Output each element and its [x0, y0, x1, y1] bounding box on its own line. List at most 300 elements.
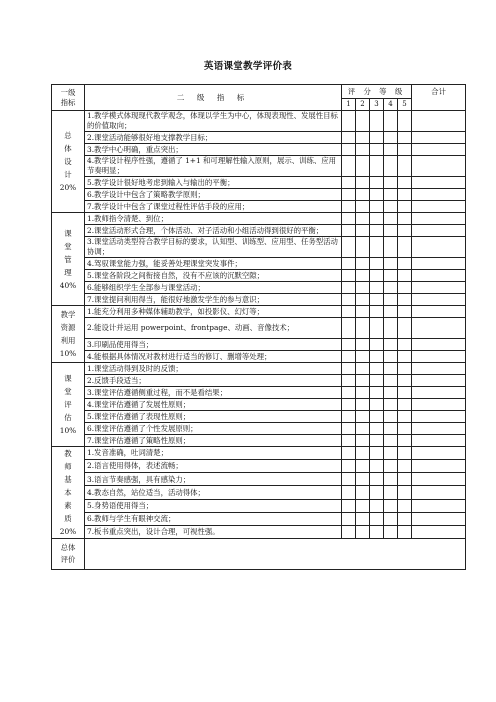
section-label-line: 20% [59, 527, 77, 536]
indicator-item: 1.发音准确，吐词清楚； [85, 447, 342, 460]
score-cell[interactable] [370, 177, 384, 189]
total-cell[interactable] [412, 339, 466, 351]
score-cell[interactable] [356, 318, 370, 339]
header-level1-line: 一级 [60, 87, 76, 97]
table-row [52, 258, 466, 270]
table-row [52, 363, 466, 375]
score-cell[interactable] [370, 237, 384, 258]
total-cell[interactable] [412, 447, 466, 460]
score-cell[interactable] [398, 213, 412, 225]
score-cell[interactable] [370, 499, 384, 512]
score-cell[interactable] [398, 375, 412, 387]
total-cell[interactable] [412, 486, 466, 499]
score-cell[interactable] [384, 201, 398, 213]
table-row [52, 460, 466, 473]
indicator-item: 1.课堂活动得到及时的反馈； [85, 363, 342, 375]
score-cell[interactable] [384, 351, 398, 363]
section-label-line: 堂 [64, 241, 72, 251]
table-row [52, 177, 466, 189]
indicator-item: 3.印刷品使用得当； [85, 339, 342, 351]
indicator-item: 4.教学设计程序性强，遵循了 1+1 和可理解性输入原则，展示、训练、应用节奏明显； [85, 156, 342, 177]
score-cell[interactable] [356, 525, 370, 538]
total-cell[interactable] [412, 318, 466, 339]
section-label-line: 40% [59, 280, 77, 290]
table-row [52, 499, 466, 512]
score-cell[interactable] [384, 512, 398, 525]
score-cell[interactable] [356, 447, 370, 460]
summary-label [52, 539, 85, 570]
table-row [52, 525, 466, 538]
total-cell[interactable] [412, 270, 466, 282]
section-label-line: 总 [64, 131, 72, 140]
score-cell[interactable] [370, 411, 384, 423]
indicator-item: 6.教师与学生有眼神交流； [85, 512, 342, 525]
score-cell[interactable] [398, 177, 412, 189]
score-cell[interactable] [356, 156, 370, 177]
score-cell[interactable] [342, 525, 356, 538]
section-label-line: 资源 [60, 323, 76, 332]
section-label [52, 213, 85, 306]
score-cell[interactable] [398, 189, 412, 201]
section-label [52, 447, 85, 539]
score-cell[interactable] [370, 486, 384, 499]
score-cell[interactable] [384, 411, 398, 423]
score-cell[interactable] [384, 132, 398, 144]
score-cell[interactable] [370, 294, 384, 306]
score-cell[interactable] [342, 351, 356, 363]
indicator-item: 7.课堂提问利用得当，能很好地激发学生的参与意识； [85, 294, 342, 306]
score-cell[interactable] [356, 189, 370, 201]
section-label-line: 素 [64, 501, 72, 510]
score-cell[interactable] [342, 306, 356, 318]
score-cell[interactable] [384, 486, 398, 499]
indicator-item: 2.反馈手段适当； [85, 375, 342, 387]
score-cell[interactable] [342, 225, 356, 237]
evaluation-table [51, 84, 466, 570]
score-cell[interactable] [342, 144, 356, 156]
table-row [52, 306, 466, 318]
header-level1 [52, 85, 85, 111]
score-cell[interactable] [342, 512, 356, 525]
section-label-line: 质 [64, 514, 72, 523]
score-cell[interactable] [342, 423, 356, 435]
table-row [52, 375, 466, 387]
summary-label-line: 总体 [60, 543, 76, 552]
score-cell[interactable] [356, 499, 370, 512]
score-cell[interactable] [342, 318, 356, 339]
table-row [52, 294, 466, 306]
indicator-item: 6.课堂评估遵循了个性发展原则； [85, 423, 342, 435]
score-cell[interactable] [384, 294, 398, 306]
score-cell[interactable] [370, 525, 384, 538]
indicator-item: 2.能设计并运用 powerpoint、frontpage、动画、音像技术； [85, 318, 342, 339]
score-cell[interactable] [342, 387, 356, 399]
table-row [52, 339, 466, 351]
total-cell[interactable] [412, 177, 466, 189]
score-cell[interactable] [342, 132, 356, 144]
total-cell[interactable] [412, 460, 466, 473]
score-cell[interactable] [356, 258, 370, 270]
section-label-line: 利用 [60, 336, 76, 345]
total-cell[interactable] [412, 363, 466, 375]
score-cell[interactable] [342, 486, 356, 499]
table-row [52, 111, 466, 132]
total-cell[interactable] [412, 351, 466, 363]
score-cell[interactable] [342, 213, 356, 225]
section-label-line: 理 [64, 267, 72, 277]
score-cell[interactable] [398, 201, 412, 213]
score-cell[interactable] [384, 156, 398, 177]
score-cell[interactable] [398, 351, 412, 363]
indicator-item: 7.教学设计中包含了课堂过程性评估手段的应用； [85, 201, 342, 213]
indicator-item: 1.教师指令清楚、到位； [85, 213, 342, 225]
page-title: 英语课堂教学评价表 [203, 61, 293, 72]
score-cell[interactable] [342, 375, 356, 387]
score-cell[interactable] [342, 473, 356, 486]
score-cell[interactable] [398, 423, 412, 435]
indicator-item: 4.驾驭课堂能力强，能妥善处理课堂突发事件； [85, 258, 342, 270]
indicator-item: 5.课堂评估遵循了表现性原则； [85, 411, 342, 423]
total-cell[interactable] [412, 189, 466, 201]
score-cell[interactable] [370, 473, 384, 486]
score-cell[interactable] [356, 339, 370, 351]
score-cell[interactable] [370, 225, 384, 237]
section-label-line: 基 [64, 475, 72, 484]
score-cell[interactable] [370, 435, 384, 447]
total-cell[interactable] [412, 473, 466, 486]
score-cell[interactable] [356, 363, 370, 375]
score-cell[interactable] [370, 423, 384, 435]
indicator-item: 5.课堂各阶段之间衔接自然，没有不应该的沉默空隙； [85, 270, 342, 282]
score-cell[interactable] [398, 512, 412, 525]
score-cell[interactable] [370, 351, 384, 363]
score-cell[interactable] [384, 225, 398, 237]
score-cell[interactable] [398, 499, 412, 512]
score-cell[interactable] [370, 318, 384, 339]
score-cell[interactable] [370, 512, 384, 525]
indicator-item: 5.身势语使用得当； [85, 499, 342, 512]
score-number: 5 [398, 99, 412, 111]
section-label-line: 课 [64, 374, 72, 383]
table-row [52, 270, 466, 282]
score-cell[interactable] [356, 351, 370, 363]
section-label [52, 363, 85, 447]
summary-label-line: 评价 [60, 555, 76, 564]
indicator-item: 3.教学中心明确，重点突出； [85, 144, 342, 156]
score-cell[interactable] [356, 473, 370, 486]
score-cell[interactable] [398, 486, 412, 499]
score-cell[interactable] [398, 399, 412, 411]
score-number: 1 [342, 99, 356, 111]
score-cell[interactable] [398, 237, 412, 258]
indicator-item: 6.教学设计中包含了策略教学原则； [85, 189, 342, 201]
score-cell[interactable] [370, 375, 384, 387]
indicator-item: 3.课堂评估遵循侧重过程，而不是看结果； [85, 387, 342, 399]
score-cell[interactable] [356, 201, 370, 213]
score-cell[interactable] [356, 111, 370, 132]
score-cell[interactable] [370, 258, 384, 270]
header-level2: 二 级 指 标 [85, 85, 342, 111]
score-cell[interactable] [356, 237, 370, 258]
section-label-line: 10% [59, 349, 77, 358]
score-cell[interactable] [356, 435, 370, 447]
score-cell[interactable] [384, 111, 398, 132]
score-cell[interactable] [342, 411, 356, 423]
indicator-item: 5.教学设计很好地考虑到输入与输出的平衡； [85, 177, 342, 189]
total-cell[interactable] [412, 156, 466, 177]
score-cell[interactable] [370, 156, 384, 177]
table-row [52, 144, 466, 156]
indicator-item: 7.课堂评估遵循了策略性原则； [85, 435, 342, 447]
score-cell[interactable] [398, 156, 412, 177]
section-label-line: 20% [59, 183, 77, 192]
score-cell[interactable] [356, 225, 370, 237]
indicator-item: 3.课堂活动类型符合教学目标的要求，认知型、训练型、应用型、任务型活动协调； [85, 237, 342, 258]
score-cell[interactable] [384, 375, 398, 387]
indicator-item: 2.课堂活动能够很好地支撑教学目标； [85, 132, 342, 144]
score-cell[interactable] [384, 144, 398, 156]
table-row [52, 486, 466, 499]
score-cell[interactable] [370, 111, 384, 132]
table-row [52, 132, 466, 144]
score-cell[interactable] [398, 318, 412, 339]
score-cell[interactable] [370, 363, 384, 375]
score-cell[interactable] [398, 387, 412, 399]
score-cell[interactable] [398, 111, 412, 132]
table-row [52, 512, 466, 525]
score-cell[interactable] [342, 156, 356, 177]
score-cell[interactable] [370, 189, 384, 201]
total-cell[interactable] [412, 111, 466, 132]
score-cell[interactable] [370, 387, 384, 399]
score-number: 4 [384, 99, 398, 111]
total-cell[interactable] [412, 144, 466, 156]
indicator-item: 6.能够组织学生全部参与课堂活动； [85, 282, 342, 294]
score-cell[interactable] [384, 423, 398, 435]
score-cell[interactable] [384, 189, 398, 201]
table-row [52, 473, 466, 486]
total-cell[interactable] [412, 525, 466, 538]
indicator-item: 2.课堂活动形式合理，个体活动、对子活动和小组活动得到很好的平衡； [85, 225, 342, 237]
summary-row [52, 539, 466, 570]
score-cell[interactable] [384, 282, 398, 294]
score-cell[interactable] [384, 387, 398, 399]
score-cell[interactable] [370, 213, 384, 225]
score-cell[interactable] [356, 486, 370, 499]
table-row [52, 213, 466, 225]
score-cell[interactable] [342, 499, 356, 512]
section-label-line: 师 [64, 462, 72, 471]
header-score-level: 评 分 等 级 [342, 85, 412, 99]
score-cell[interactable] [342, 258, 356, 270]
indicator-item: 1.教学模式体现现代教学观念，体现以学生为中心，体现表现性、发展性目标的价值取向； [85, 111, 342, 132]
section-label-line: 堂 [64, 387, 72, 396]
total-cell[interactable] [412, 435, 466, 447]
score-cell[interactable] [384, 270, 398, 282]
score-cell[interactable] [384, 258, 398, 270]
table-row [52, 423, 466, 435]
score-cell[interactable] [384, 339, 398, 351]
section-label-line: 课 [64, 228, 72, 238]
total-cell[interactable] [412, 411, 466, 423]
score-cell[interactable] [370, 460, 384, 473]
score-cell[interactable] [398, 225, 412, 237]
score-cell[interactable] [356, 399, 370, 411]
total-cell[interactable] [412, 499, 466, 512]
score-cell[interactable] [342, 282, 356, 294]
score-cell[interactable] [342, 460, 356, 473]
score-cell[interactable] [342, 201, 356, 213]
header-level1-line: 指标 [60, 97, 76, 107]
table-row [52, 399, 466, 411]
score-cell[interactable] [356, 423, 370, 435]
score-cell[interactable] [384, 435, 398, 447]
total-cell[interactable] [412, 282, 466, 294]
indicator-item: 7.板书重点突出，设计合理，可视性强。 [85, 525, 342, 538]
score-cell[interactable] [384, 460, 398, 473]
score-cell[interactable] [342, 189, 356, 201]
table-row [52, 237, 466, 258]
score-cell[interactable] [356, 282, 370, 294]
score-cell[interactable] [384, 499, 398, 512]
score-cell[interactable] [384, 213, 398, 225]
score-cell[interactable] [370, 447, 384, 460]
total-cell[interactable] [412, 132, 466, 144]
score-cell[interactable] [342, 435, 356, 447]
table-row [52, 318, 466, 339]
score-cell[interactable] [398, 447, 412, 460]
score-cell[interactable] [398, 294, 412, 306]
table-row [52, 351, 466, 363]
total-cell[interactable] [412, 399, 466, 411]
score-cell[interactable] [342, 270, 356, 282]
total-cell[interactable] [412, 237, 466, 258]
score-cell[interactable] [384, 306, 398, 318]
score-cell[interactable] [342, 111, 356, 132]
header-total: 合计 [412, 85, 466, 111]
score-cell[interactable] [398, 258, 412, 270]
score-cell[interactable] [384, 447, 398, 460]
score-cell[interactable] [384, 177, 398, 189]
score-cell[interactable] [370, 144, 384, 156]
score-cell[interactable] [356, 460, 370, 473]
table-row [52, 282, 466, 294]
score-cell[interactable] [370, 282, 384, 294]
indicator-item: 2.语言使用得体，表述流畅； [85, 460, 342, 473]
total-cell[interactable] [412, 225, 466, 237]
table-row [52, 387, 466, 399]
score-cell[interactable] [342, 399, 356, 411]
score-cell[interactable] [384, 473, 398, 486]
score-cell[interactable] [356, 144, 370, 156]
score-cell[interactable] [398, 339, 412, 351]
score-cell[interactable] [342, 447, 356, 460]
indicator-item: 1.能充分利用多种媒体辅助教学，如投影仪、幻灯等； [85, 306, 342, 318]
score-cell[interactable] [398, 473, 412, 486]
score-cell[interactable] [398, 363, 412, 375]
score-cell[interactable] [384, 363, 398, 375]
table-row [52, 435, 466, 447]
score-cell[interactable] [356, 306, 370, 318]
score-cell[interactable] [356, 512, 370, 525]
score-cell[interactable] [398, 306, 412, 318]
score-cell[interactable] [398, 525, 412, 538]
section-label-line: 估 [64, 413, 72, 422]
score-cell[interactable] [370, 270, 384, 282]
score-cell[interactable] [370, 132, 384, 144]
indicator-item: 3.语言节奏感强，具有感染力； [85, 473, 342, 486]
score-cell[interactable] [356, 270, 370, 282]
section-label-line: 计 [64, 170, 72, 179]
score-cell[interactable] [356, 177, 370, 189]
score-cell[interactable] [356, 411, 370, 423]
indicator-item: 4.课堂评估遵循了发展性原则； [85, 399, 342, 411]
total-cell[interactable] [412, 387, 466, 399]
score-cell[interactable] [384, 399, 398, 411]
total-cell[interactable] [412, 258, 466, 270]
score-cell[interactable] [398, 460, 412, 473]
table-row [52, 411, 466, 423]
total-cell[interactable] [412, 375, 466, 387]
score-cell[interactable] [370, 339, 384, 351]
score-cell[interactable] [342, 294, 356, 306]
score-cell[interactable] [398, 132, 412, 144]
score-cell[interactable] [384, 237, 398, 258]
indicator-item: 4.教态自然，站位适当，活动得体； [85, 486, 342, 499]
score-cell[interactable] [398, 435, 412, 447]
section-label-line: 管 [64, 254, 72, 264]
score-cell[interactable] [370, 399, 384, 411]
total-cell[interactable] [412, 213, 466, 225]
section-label-line: 本 [64, 488, 72, 497]
score-cell[interactable] [398, 411, 412, 423]
total-cell[interactable] [412, 294, 466, 306]
section-label-line: 教 [64, 449, 72, 458]
score-cell[interactable] [342, 339, 356, 351]
score-cell[interactable] [398, 282, 412, 294]
score-cell[interactable] [370, 201, 384, 213]
total-cell[interactable] [412, 306, 466, 318]
score-cell[interactable] [384, 318, 398, 339]
score-cell[interactable] [384, 525, 398, 538]
score-cell[interactable] [342, 363, 356, 375]
table-row [52, 447, 466, 460]
indicator-item: 4.能根据具体情况对教材进行适当的修订、删增等处理； [85, 351, 342, 363]
score-number: 3 [370, 99, 384, 111]
section-label [52, 306, 85, 363]
score-cell[interactable] [342, 177, 356, 189]
score-cell[interactable] [342, 237, 356, 258]
score-cell[interactable] [356, 294, 370, 306]
score-cell[interactable] [356, 387, 370, 399]
score-cell[interactable] [356, 213, 370, 225]
score-cell[interactable] [398, 270, 412, 282]
score-cell[interactable] [370, 306, 384, 318]
score-cell[interactable] [356, 375, 370, 387]
total-cell[interactable] [412, 423, 466, 435]
section-label-line: 评 [64, 400, 72, 409]
score-cell[interactable] [398, 144, 412, 156]
score-cell[interactable] [356, 132, 370, 144]
summary-comment-cell[interactable] [85, 539, 466, 570]
total-cell[interactable] [412, 201, 466, 213]
score-number: 2 [356, 99, 370, 111]
table-row [52, 225, 466, 237]
section-label-line: 体 [64, 144, 72, 153]
total-cell[interactable] [412, 512, 466, 525]
table-row [52, 201, 466, 213]
table-row [52, 189, 466, 201]
